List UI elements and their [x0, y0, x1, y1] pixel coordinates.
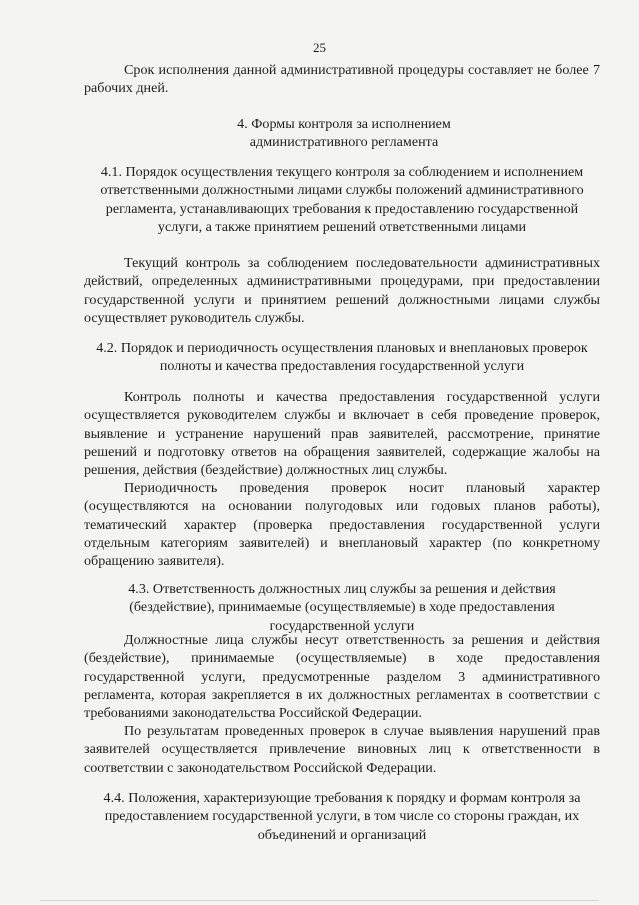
- page-bottom-edge: [40, 900, 599, 901]
- subsection-4-1-heading: 4.1. Порядок осуществления текущего контроля за соблюдением и исполнением ответственными должностными лицами службы положений административного регламента, устанавливающих требования к предоставлению государственной услуги, а также принятием решений ответственными лицами: [100, 164, 584, 235]
- paragraph-4-2-2: Периодичность проведения проверок носит плановый характер (осуществляются на основании полугодовых или годовых планов работы), тематический характер (проверка предоставления государственной услуги отдельным категориям заявителей) и внеплановый характер (по конкретному обращению заявителя).: [84, 480, 600, 570]
- paragraph-4-2-1: Контроль полноты и качества предоставления государственной услуги осуществляется руководителем службы и включает в себя проведение проверок, выявление и устранение нарушений прав заявителей, рассмотрение, принятие решений и подготовку ответов на обращения заявителей, содержащие жалобы на решения, действия (бездействие) должностных лиц службы.: [84, 389, 600, 479]
- subsection-4-2-heading: 4.2. Порядок и периодичность осуществления плановых и внеплановых проверок полноты и качества предоставления государственной услуги: [96, 340, 588, 375]
- intro-paragraph: Срок исполнения данной административной процедуры составляет не более 7 рабочих дней.: [84, 62, 600, 97]
- subsection-4-3-heading: 4.3. Ответственность должностных лиц службы за решения и действия (бездействие), принимаемые (осуществляемые) в ходе предоставления государственной услуги: [128, 581, 556, 634]
- section-4-heading: 4. Формы контроля за исполнением административного регламента: [237, 116, 451, 151]
- subsection-4-4-heading: 4.4. Положения, характеризующие требования к порядку и формам контроля за предоставлением государственной услуги, в том числе со стороны граждан, их объединений и организаций: [103, 790, 581, 843]
- paragraph-4-3-2: По результатам проведенных проверок в случае выявления нарушений прав заявителей осуществляется привлечение виновных лиц к ответственности в соответствии с законодательством Российской Федерации.: [84, 723, 600, 776]
- paragraph-4-3-1: Должностные лица службы несут ответственность за решения и действия (бездействие), принимаемые (осуществляемые) в ходе предоставления государственной услуги, предусмотренные разделом 3 административного регламента, которая закрепляется в их должностных регламентах в соответствии с требованиями законодательства Российской Федерации.: [84, 632, 600, 722]
- page-number: 25: [313, 40, 326, 55]
- paragraph-4-1-1: Текущий контроль за соблюдением последовательности административных действий, определенных административными процедурами, при предоставлении государственной услуги и принятием решений должностными лицами службы осуществляет руководитель службы.: [84, 255, 600, 326]
